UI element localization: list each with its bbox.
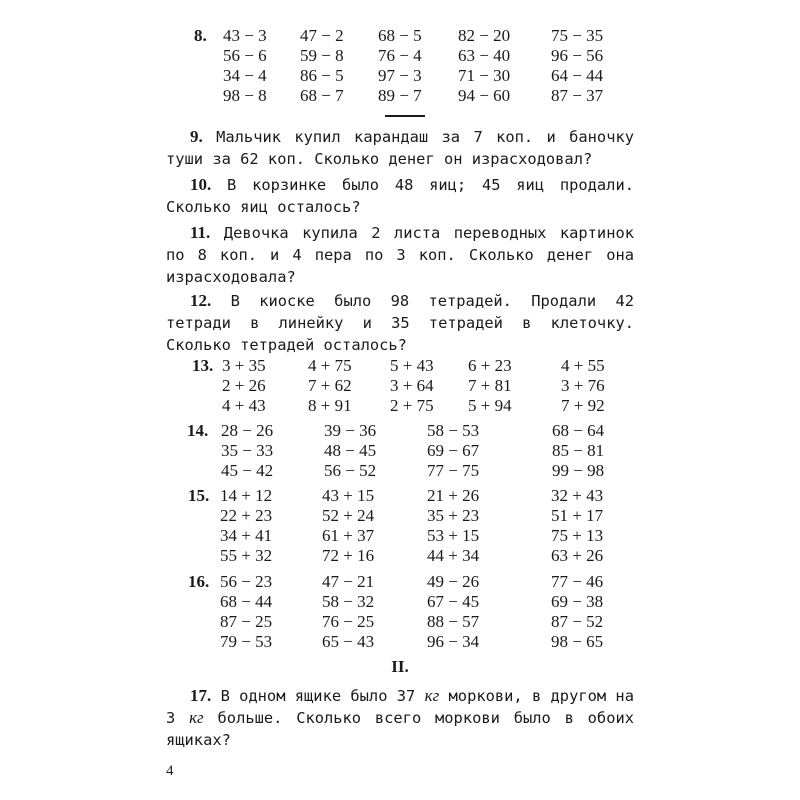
expression: 49 − 26 [427, 572, 480, 591]
expression: 77 − 46 [551, 572, 604, 591]
expression: 65 − 43 [322, 632, 375, 651]
expression: 68 − 44 [220, 592, 273, 611]
expression: 58 − 53 [427, 421, 480, 440]
expression: 52 + 24 [322, 506, 375, 525]
expression: 2 + 26 [222, 376, 266, 395]
expression: 56 − 6 [223, 46, 267, 65]
expression: 88 − 57 [427, 612, 480, 631]
expression: 87 − 25 [220, 612, 273, 631]
expression: 56 − 52 [324, 461, 377, 480]
expression: 3 + 76 [561, 376, 605, 395]
expression: 99 − 98 [552, 461, 605, 480]
expression: 28 − 26 [221, 421, 274, 440]
expression: 68 − 5 [378, 26, 422, 45]
expression: 94 − 60 [458, 86, 511, 105]
expression: 64 − 44 [551, 66, 604, 85]
expression: 43 − 3 [223, 26, 267, 45]
expression: 48 − 45 [324, 441, 377, 460]
expression: 4 + 75 [308, 356, 352, 375]
expression: 47 − 21 [322, 572, 375, 591]
expression: 7 + 92 [561, 396, 605, 415]
problem-text: В киоске было 98 тетрадей. Продали 42 тетради в линейку и 35 тетрадей в клеточку. Сколько тетрадей осталось? [166, 292, 634, 354]
expression: 76 − 25 [322, 612, 375, 631]
expression: 8 + 91 [308, 396, 352, 415]
expression: 34 − 4 [223, 66, 267, 85]
section-divider [385, 115, 425, 117]
expression: 75 + 13 [551, 526, 604, 545]
expression: 96 − 56 [551, 46, 604, 65]
expression: 14 + 12 [220, 486, 273, 505]
expression: 71 − 30 [458, 66, 511, 85]
expression: 39 − 36 [324, 421, 377, 440]
problem-number: 12. [190, 291, 212, 310]
section-title: II. [391, 657, 409, 676]
expression: 68 − 64 [552, 421, 605, 440]
expression: 79 − 53 [220, 632, 273, 651]
problem-number: 11. [190, 223, 211, 242]
expression: 5 + 43 [390, 356, 434, 375]
exercise-number: 15. [188, 486, 210, 505]
problem-number: 10. [190, 175, 212, 194]
problem-text: Мальчик купил карандаш за 7 коп. и баночку туши за 62 коп. Сколько денег он израсходовал? [166, 128, 634, 168]
unit-label: кг [424, 686, 440, 705]
exercise-number: 16. [188, 572, 210, 591]
exercise-number: 13. [192, 356, 214, 375]
expression: 7 + 81 [468, 376, 512, 395]
expression: 61 + 37 [322, 526, 375, 545]
expression: 55 + 32 [220, 546, 273, 565]
problem-text: Девочка купила 2 листа переводных картинок по 8 коп. и 4 пера по 3 коп. Сколько денег она израсходовала? [166, 224, 634, 286]
expression: 87 − 52 [551, 612, 604, 631]
expression: 68 − 7 [300, 86, 344, 105]
expression: 82 − 20 [458, 26, 511, 45]
problem-number: 9. [190, 127, 203, 146]
expression: 59 − 8 [300, 46, 344, 65]
expression: 89 − 7 [378, 86, 422, 105]
expression: 75 − 35 [551, 26, 604, 45]
problem-text: В корзинке было 48 яиц; 45 яиц продали. Сколько яиц осталось? [166, 176, 634, 216]
expression: 53 + 15 [427, 526, 480, 545]
unit-label: кг [189, 708, 204, 727]
expression: 76 − 4 [378, 46, 422, 65]
problem-text-part: моркови, в другом на 3 [166, 687, 634, 727]
word-problem-11 [166, 222, 634, 288]
expression: 4 + 43 [222, 396, 266, 415]
expression: 22 + 23 [220, 506, 273, 525]
exercise-number: 8. [194, 26, 207, 45]
expression: 6 + 23 [468, 356, 512, 375]
expression: 5 + 94 [468, 396, 512, 415]
expression: 45 − 42 [221, 461, 274, 480]
expression: 47 − 2 [300, 26, 344, 45]
problem-text-part: В одном ящике было 37 [220, 687, 416, 705]
expression: 69 − 38 [551, 592, 604, 611]
expression: 98 − 65 [551, 632, 604, 651]
expression: 35 − 33 [221, 441, 274, 460]
expression: 63 − 40 [458, 46, 511, 65]
expression: 67 − 45 [427, 592, 480, 611]
expression: 35 + 23 [427, 506, 480, 525]
expression: 21 + 26 [427, 486, 480, 505]
expression: 32 + 43 [551, 486, 604, 505]
expression: 87 − 37 [551, 86, 604, 105]
expression: 77 − 75 [427, 461, 480, 480]
expression: 3 + 35 [222, 356, 266, 375]
word-problem-17 [166, 685, 634, 751]
page-number: 4 [166, 763, 174, 779]
expression: 56 − 23 [220, 572, 273, 591]
expression: 63 + 26 [551, 546, 604, 565]
exercise-number: 14. [187, 421, 209, 440]
expression: 97 − 3 [378, 66, 422, 85]
word-problem-10 [166, 174, 634, 218]
expression: 4 + 55 [561, 356, 605, 375]
problem-number: 17. [190, 686, 212, 705]
expression: 58 − 32 [322, 592, 375, 611]
expression: 96 − 34 [427, 632, 480, 651]
expression: 72 + 16 [322, 546, 375, 565]
expression: 7 + 62 [308, 376, 352, 395]
expression: 2 + 75 [390, 396, 434, 415]
expression: 86 − 5 [300, 66, 344, 85]
expression: 85 − 81 [552, 441, 605, 460]
expression: 3 + 64 [390, 376, 434, 395]
expression: 98 − 8 [223, 86, 267, 105]
word-problem-9 [166, 126, 634, 170]
expression: 44 + 34 [427, 546, 480, 565]
expression: 51 + 17 [551, 506, 604, 525]
problem-text-part: больше. Сколько всего моркови было в обоих ящиках? [166, 709, 634, 749]
expression: 43 + 15 [322, 486, 375, 505]
expression: 34 + 41 [220, 526, 273, 545]
word-problem-12 [166, 290, 634, 356]
expression: 69 − 67 [427, 441, 480, 460]
